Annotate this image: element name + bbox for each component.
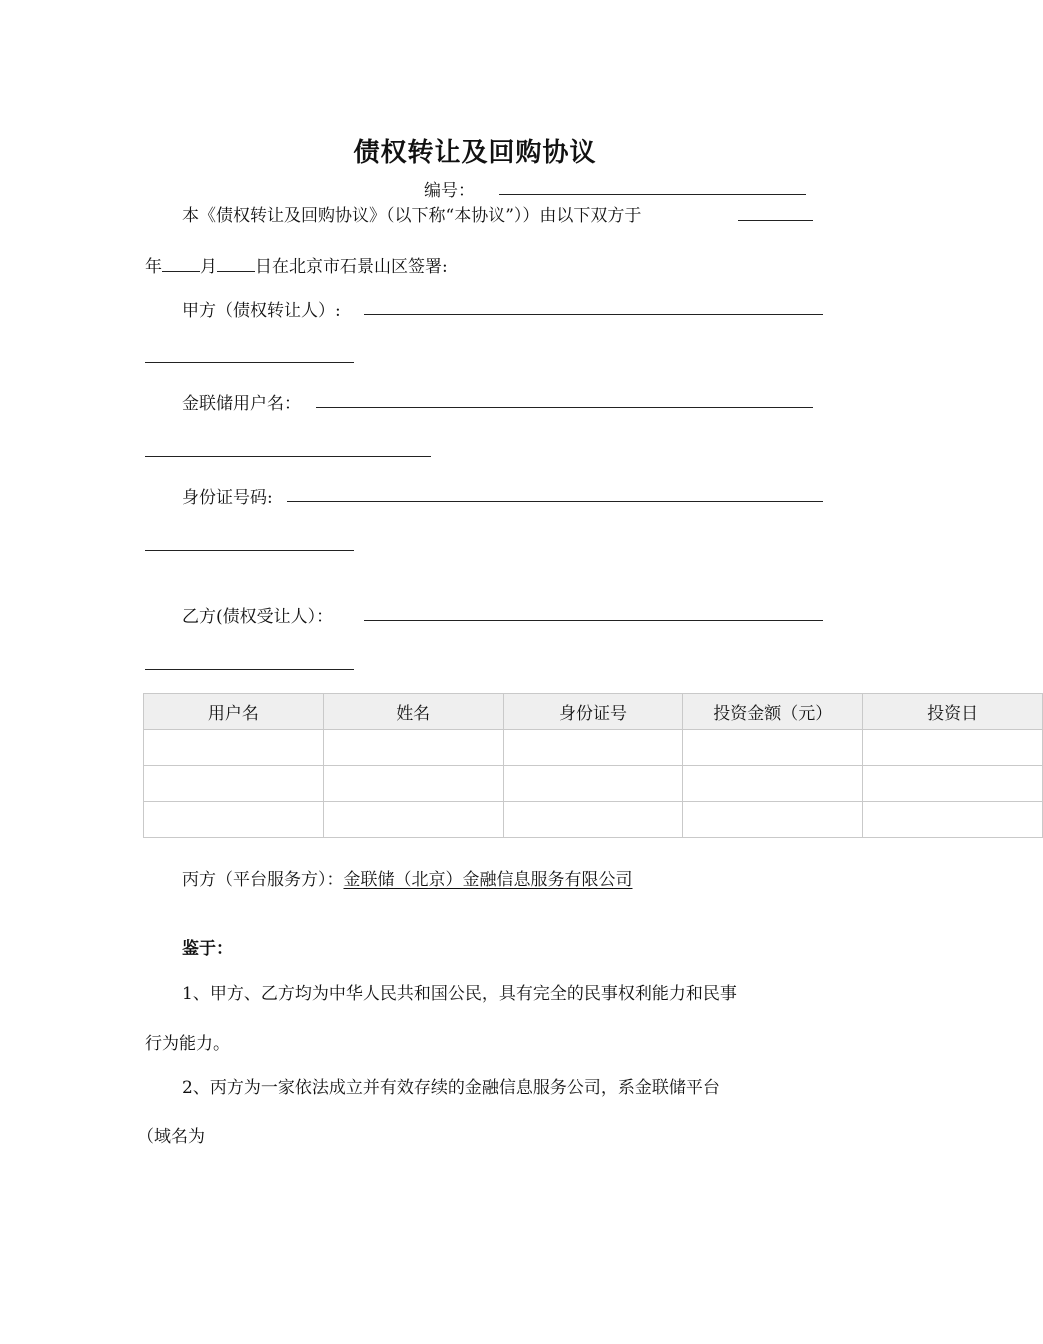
header-id-number: 身份证号: [503, 694, 683, 730]
header-username: 用户名: [144, 694, 324, 730]
number-label: 编号：: [424, 181, 475, 201]
username-blank-cont[interactable]: [145, 456, 431, 457]
table-cell[interactable]: [503, 730, 683, 766]
table-cell[interactable]: [863, 766, 1043, 802]
party-b-blank[interactable]: [364, 620, 823, 621]
id-blank-cont[interactable]: [145, 550, 354, 551]
year-blank[interactable]: [162, 255, 200, 272]
clause-1-line-2: 行为能力。: [145, 1034, 230, 1054]
username-label: 金联储用户名：: [182, 394, 301, 414]
table-cell[interactable]: [683, 730, 863, 766]
party-a-label: 甲方（债权转让人）:: [182, 301, 341, 321]
table-cell[interactable]: [323, 766, 503, 802]
table-cell[interactable]: [323, 802, 503, 838]
table-cell[interactable]: [863, 730, 1043, 766]
table-cell[interactable]: [503, 802, 683, 838]
date-blank[interactable]: [738, 220, 813, 221]
table-cell[interactable]: [503, 766, 683, 802]
header-name: 姓名: [323, 694, 503, 730]
party-c-line: [182, 865, 633, 890]
month-char: 月: [200, 257, 217, 277]
table-row: [144, 730, 1043, 766]
table-cell[interactable]: [144, 766, 324, 802]
table-cell[interactable]: [323, 730, 503, 766]
id-blank[interactable]: [287, 501, 823, 502]
header-invest-date: 投资日: [863, 694, 1043, 730]
table-cell[interactable]: [683, 802, 863, 838]
sign-location: 日在北京市石景山区签署:: [255, 257, 448, 277]
party-b-table: [143, 693, 1043, 838]
number-blank[interactable]: [499, 194, 806, 195]
table-row: [144, 802, 1043, 838]
whereas-heading: 鉴于：: [182, 939, 233, 959]
table-row: [144, 766, 1043, 802]
party-c-company: 金联储（北京）金融信息服务有限公司: [343, 870, 633, 890]
table-cell[interactable]: [144, 730, 324, 766]
sign-date-line: [145, 252, 448, 277]
clause-2-line-1: 2、丙方为一家依法成立并有效存续的金融信息服务公司，系金联储平台: [182, 1078, 720, 1098]
intro-line-1: [182, 201, 641, 226]
party-c-label: 丙方（平台服务方）：: [182, 870, 344, 890]
party-b-blank-cont[interactable]: [145, 669, 354, 670]
intro-text: 本《债权转让及回购协议》（以下称“本协议”））由以下双方于: [182, 206, 642, 226]
party-a-blank[interactable]: [364, 314, 823, 315]
year-char: 年: [145, 257, 162, 277]
header-amount: 投资金额（元）: [683, 694, 863, 730]
party-b-label: 乙方(债权受让人）：: [182, 607, 334, 627]
clause-1-line-1: 1、甲方、乙方均为中华人民共和国公民，具有完全的民事权利能力和民事: [182, 984, 737, 1004]
table-cell[interactable]: [144, 802, 324, 838]
party-a-blank-cont[interactable]: [145, 362, 354, 363]
document-title: 债权转让及回购协议: [353, 138, 597, 168]
table-cell[interactable]: [863, 802, 1043, 838]
month-blank[interactable]: [217, 255, 255, 272]
username-blank[interactable]: [316, 407, 813, 408]
clause-2-line-2: （域名为: [137, 1127, 205, 1147]
id-label: 身份证号码:: [182, 488, 273, 508]
table-cell[interactable]: [683, 766, 863, 802]
table-header-row: [144, 694, 1043, 730]
